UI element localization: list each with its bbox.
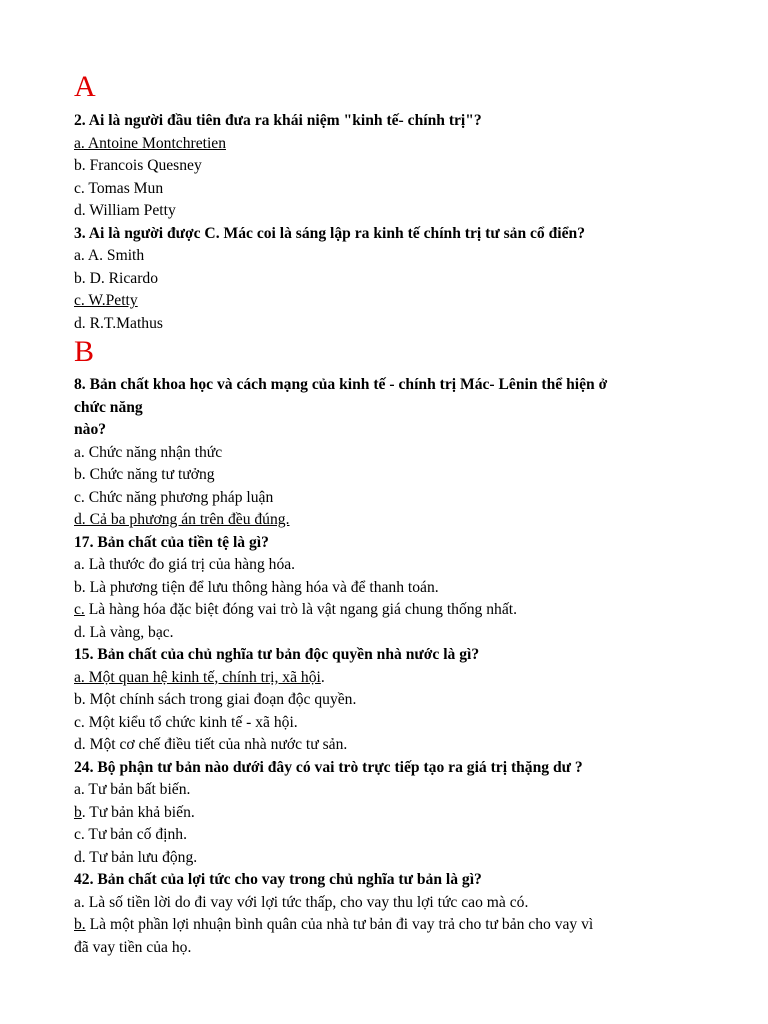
answer-option-d: d. Một cơ chế điều tiết của nhà nước tư sản.: [74, 736, 348, 753]
correct-answer-mark: d. Cả ba phương án trên đều đúng.: [74, 511, 290, 528]
answer-option-b: b. D. Ricardo: [74, 269, 159, 287]
answer-option-d: [74, 509, 714, 532]
answer-option-c: c. Một kiểu tổ chức kinh tế - xã hội.: [74, 713, 298, 731]
question-text-line-2: chức năng: [74, 398, 143, 416]
answer-option-c: c. Tư bản cố định.: [74, 826, 187, 843]
answer-option-c: c. Tomas Mun: [74, 179, 164, 197]
answer-option-d: d. Là vàng, bạc.: [74, 623, 174, 641]
answer-option-b: [74, 914, 714, 937]
question-2: [74, 110, 714, 223]
answer-option-a: a. Tư bản bất biến.: [74, 781, 191, 798]
answer-option-a: [74, 667, 714, 690]
section-letter-a: A: [74, 70, 96, 103]
answer-option-d: d. William Petty: [74, 202, 176, 219]
question-text: 15. Bản chất của chủ nghĩa tư bản độc quyền nhà nước là gì?: [74, 646, 480, 663]
answer-text: . Tư bản khả biến.: [81, 803, 195, 821]
answer-option-d: d. Tư bản lưu động.: [74, 848, 198, 866]
answer-option-c: c. Chức năng phương pháp luận: [74, 488, 274, 506]
answer-option-a: a. Là thước đo giá trị của hàng hóa.: [74, 556, 296, 573]
answer-option-b: b. Francois Quesney: [74, 157, 202, 174]
answer-text: Là hàng hóa đặc biệt đóng vai trò là vật ngang giá chung thống nhất.: [84, 601, 517, 618]
correct-answer-mark: a. Một quan hệ kinh tế, chính trị, xã hội: [74, 668, 321, 686]
answer-option-d: d. R.T.Mathus: [74, 314, 163, 332]
question-42: [74, 869, 714, 959]
question-text: 17. Bản chất của tiền tệ là gì?: [74, 533, 269, 551]
question-17: [74, 532, 714, 645]
question-15: [74, 644, 714, 757]
question-24: [74, 757, 714, 870]
section-letter-b: B: [74, 335, 95, 368]
answer-option-a: a. Chức năng nhận thức: [74, 443, 223, 461]
answer-option-a: [74, 133, 714, 156]
question-text: 2. Ai là người đầu tiên đưa ra khái niệm "kinh tế- chính trị"?: [74, 112, 482, 129]
correct-answer-mark: b: [74, 803, 82, 821]
question-text-line-3: nào?: [74, 421, 107, 438]
answer-option-b: b. Chức năng tư tưởng: [74, 466, 215, 483]
question-3: [74, 223, 714, 336]
answer-option-c: [74, 599, 714, 622]
answer-option-b: b. Một chính sách trong giai đoạn độc quyền.: [74, 691, 357, 708]
document-body: [74, 72, 714, 959]
correct-answer-mark: c. W.Petty: [74, 292, 138, 309]
question-text: 3. Ai là người được C. Mác coi là sáng lập ra kinh tế chính trị tư sản cổ điển?: [74, 224, 586, 242]
answer-continuation: đã vay tiền của họ.: [74, 938, 192, 956]
answer-text: .: [320, 668, 325, 686]
answer-option-b: b. Là phương tiện để lưu thông hàng hóa và để thanh toán.: [74, 578, 439, 596]
correct-answer-mark: c.: [74, 601, 85, 618]
answer-option-a: a. Là số tiền lời do đi vay với lợi tức thấp, cho vay thu lợi tức cao mà có.: [74, 893, 529, 911]
correct-answer-mark: b.: [74, 916, 86, 933]
answer-option-b: [74, 802, 714, 825]
question-8: [74, 374, 714, 532]
question-text: 24. Bộ phận tư bản nào dưới đây có vai trò trực tiếp tạo ra giá trị thặng dư ?: [74, 758, 583, 776]
question-text: 42. Bản chất của lợi tức cho vay trong chủ nghĩa tư bản là gì?: [74, 871, 482, 888]
correct-answer-mark: a. Antoine Montchretien: [74, 134, 227, 152]
answer-text: Là một phần lợi nhuận bình quân của nhà tư bản đi vay trả cho tư bản cho vay vì: [85, 916, 594, 933]
question-text-line-1: 8. Bản chất khoa học và cách mạng của kinh tế - chính trị Mác- Lênin thể hiện ở: [74, 376, 608, 393]
answer-option-c: [74, 290, 714, 313]
answer-option-a: a. A. Smith: [74, 247, 145, 264]
